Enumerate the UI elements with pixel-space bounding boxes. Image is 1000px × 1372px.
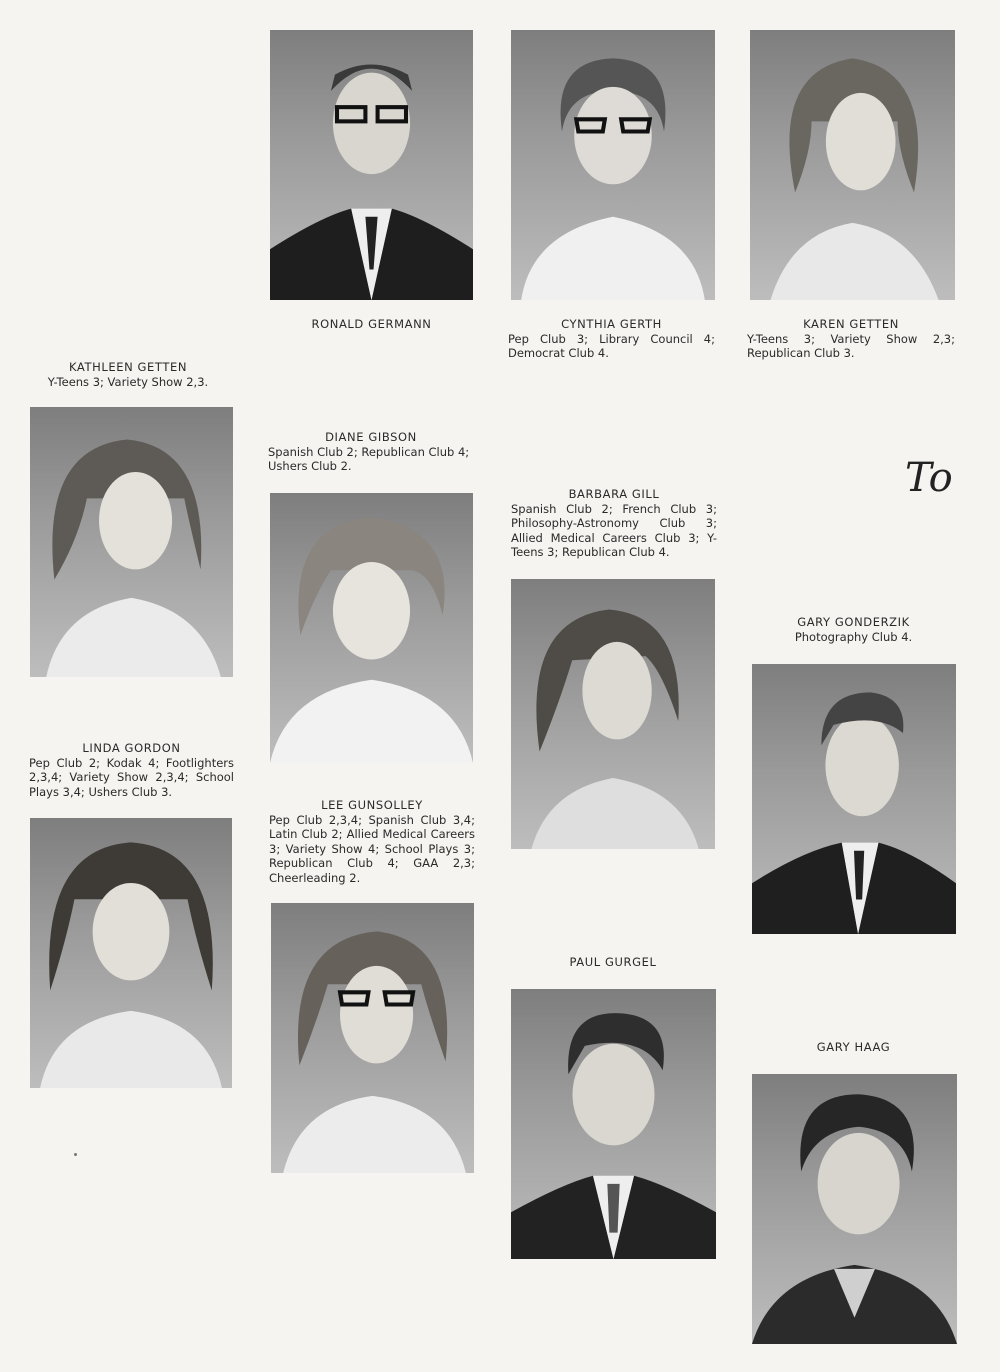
student-activities: Spanish Club 2; French Club 3; Philosophy-Astronomy Club 3; Allied Medical Careers Club 3; Y-Teens 3; Republican Club 4. [511,501,717,559]
student-name: DIANE GIBSON [325,430,417,444]
student-activities: Spanish Club 2; Republican Club 4; Ushers Club 2. [268,444,470,473]
student-name: KATHLEEN GETTEN [68,360,188,374]
student-activities: Pep Club 2; Kodak 4; Footlighters 2,3,4; Variety Show 2,3,4; School Plays 3,4; Ushers Club 3. [29,755,234,799]
portrait-photo-gary-haag [752,1074,957,1344]
caption-gary-haag [752,1040,955,1055]
student-activities: Pep Club 3; Library Council 4; Democrat Club 4. [508,331,715,360]
student-name: PAUL GURGEL [569,955,657,969]
caption-linda-gordon [29,741,234,799]
student-name: GARY GONDERZIK [797,615,910,629]
portrait-photo-ronald-germann [270,30,473,300]
student-activities: Photography Club 4. [794,629,913,644]
portrait-photo-kathleen-getten [30,407,233,677]
caption-paul-gurgel [511,955,715,970]
portrait-photo-linda-gordon [30,818,232,1088]
student-name: GARY HAAG [816,1040,891,1054]
student-name: LINDA GORDON [82,741,181,755]
portrait-photo-lee-gunsolley [271,903,474,1173]
caption-diane-gibson [268,430,474,474]
portrait-photo-diane-gibson [270,493,473,763]
student-name: CYNTHIA GERTH [561,317,662,331]
caption-lee-gunsolley [269,798,475,885]
student-activities: Pep Club 2,3,4; Spanish Club 3,4; Latin Club 2; Allied Medical Careers 3; Variety Show 4; School Plays 3; Republican Club 4; GAA 2,3; Cheerleading 2. [269,812,475,885]
student-name: LEE GUNSOLLEY [321,798,423,812]
caption-barbara-gill [511,487,717,560]
caption-kathleen-getten [30,360,226,389]
margin-script-mark: To [905,455,953,501]
caption-gary-gonderzik [752,615,955,644]
portrait-photo-karen-getten [750,30,955,300]
student-name: BARBARA GILL [568,487,660,501]
caption-karen-getten [747,317,955,361]
student-name: RONALD GERMANN [311,317,432,331]
caption-cynthia-gerth [508,317,715,361]
portrait-photo-barbara-gill [511,579,715,849]
student-activities: Y-Teens 3; Variety Show 2,3. [47,374,209,389]
portrait-photo-cynthia-gerth [511,30,715,300]
portrait-photo-gary-gonderzik [752,664,956,934]
caption-ronald-germann [270,317,473,332]
portrait-photo-paul-gurgel [511,989,716,1259]
student-name: KAREN GETTEN [803,317,899,331]
student-activities: Y-Teens 3; Variety Show 2,3; Republican Club 3. [747,331,955,360]
paper-speck [74,1153,77,1156]
